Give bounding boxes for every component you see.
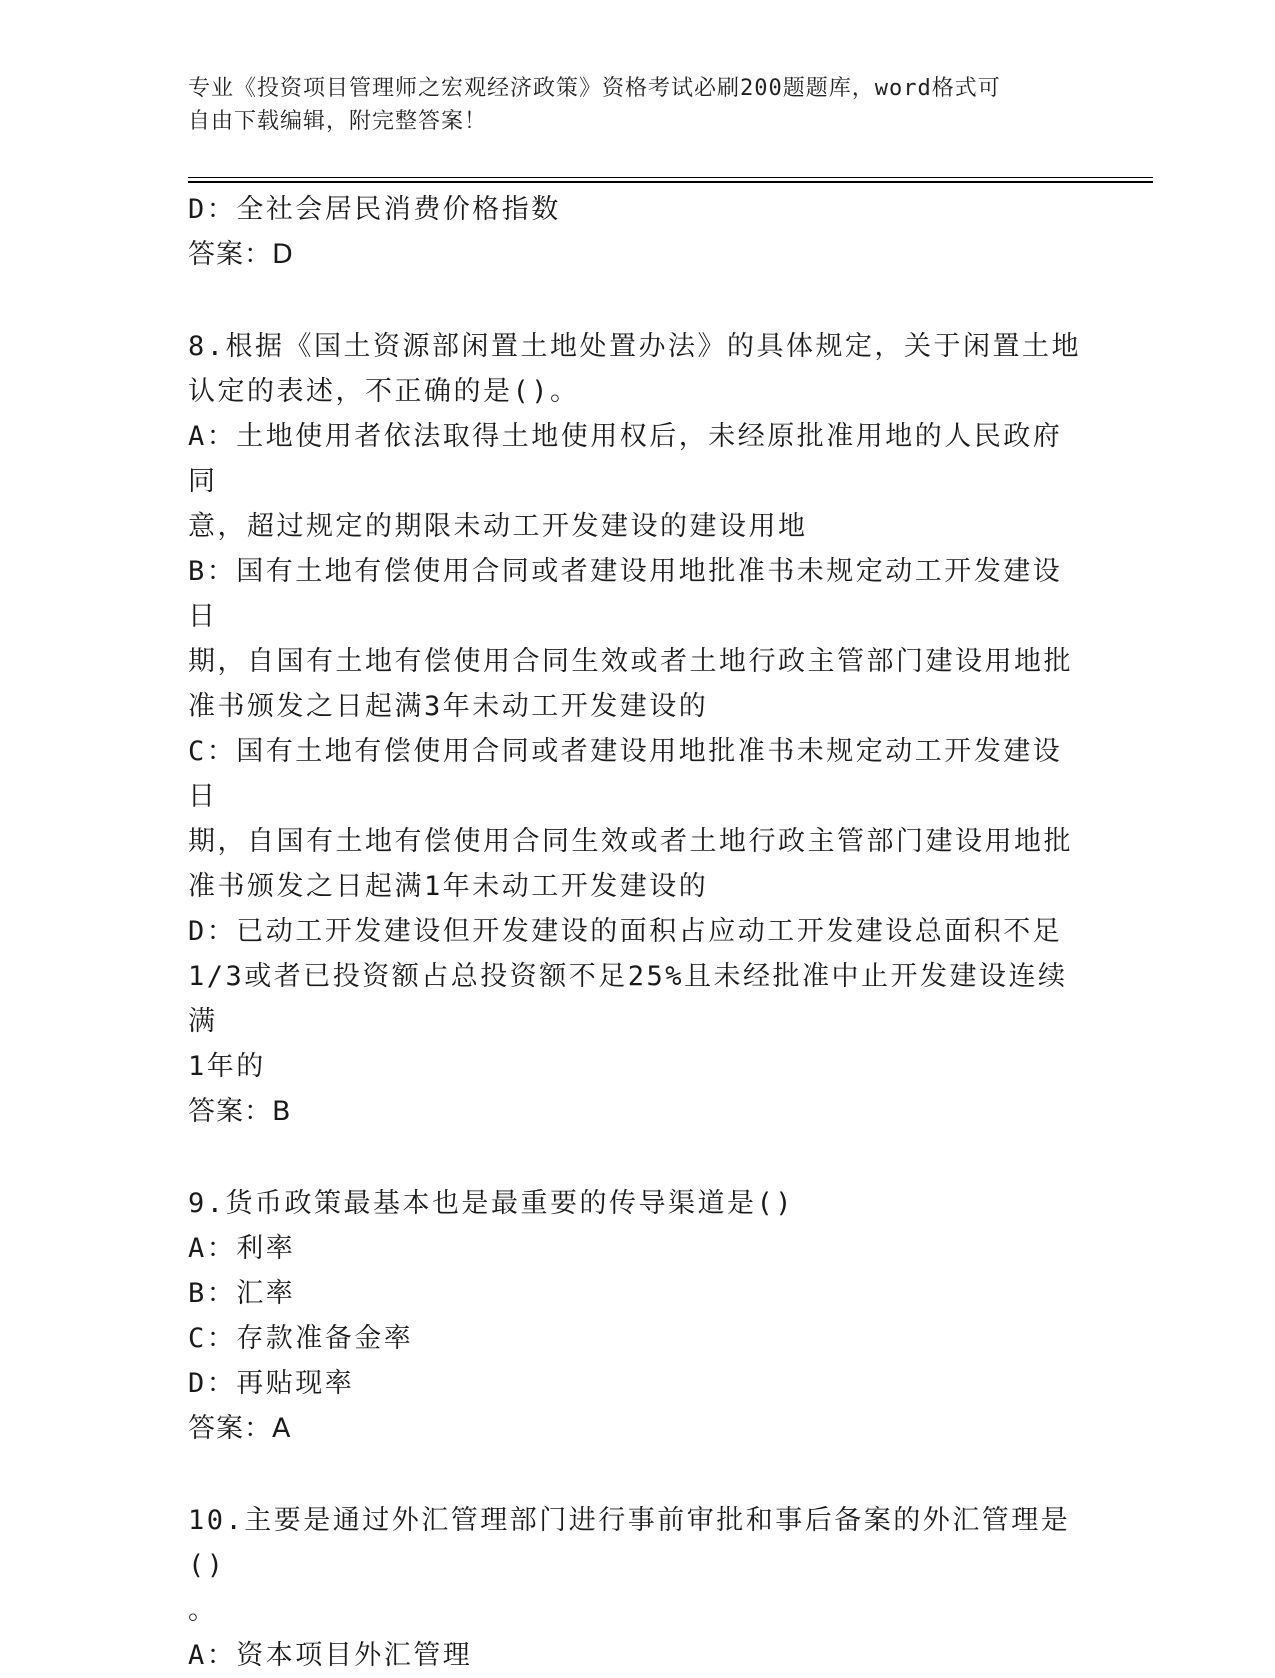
header-rule-thick xyxy=(188,181,1153,183)
question-block xyxy=(188,1181,1088,1451)
block-spacer xyxy=(188,1451,1088,1498)
question-stem-line: 9.货币政策最基本也是最重要的传导渠道是() xyxy=(188,1188,795,1219)
block-spacer xyxy=(188,1134,1088,1181)
option-line: B：国有土地有偿使用合同或者建设用地批准书未规定动工开发建设日 xyxy=(188,556,1063,632)
header-line: 自由下载编辑，附完整答案！ xyxy=(188,109,488,134)
option-line: D：全社会居民消费价格指数 xyxy=(188,194,561,225)
header-rule-thin xyxy=(188,177,1153,178)
header-line: 专业《投资项目管理师之宏观经济政策》资格考试必刷200题题库，word格式可 xyxy=(188,76,1001,101)
question-block xyxy=(188,187,1088,277)
page-header xyxy=(188,72,1068,138)
option-line: 期，自国有土地有偿使用合同生效或者土地行政主管部门建设用地批 xyxy=(188,646,1073,677)
answer-line: 答案：B xyxy=(188,1096,292,1127)
question-block xyxy=(188,1498,1088,1678)
question-block xyxy=(188,324,1088,1134)
option-line: 期，自国有土地有偿使用合同生效或者土地行政主管部门建设用地批 xyxy=(188,826,1073,857)
answer-line: 答案：A xyxy=(188,1413,292,1444)
option-line: 意，超过规定的期限未动工开发建设的建设用地 xyxy=(188,511,808,542)
option-line: D：已动工开发建设但开发建设的面积占应动工开发建设总面积不足 xyxy=(188,916,1063,947)
option-line: A：利率 xyxy=(188,1233,296,1264)
option-line: C：存款准备金率 xyxy=(188,1323,414,1354)
question-stem-line: 认定的表述，不正确的是()。 xyxy=(188,376,580,407)
option-line: A：土地使用者依法取得土地使用权后，未经原批准用地的人民政府同 xyxy=(188,421,1063,497)
option-line: 1年的 xyxy=(188,1051,266,1082)
question-content xyxy=(188,187,1088,1678)
question-stem-line: 8.根据《国土资源部闲置土地处置办法》的具体规定，关于闲置土地 xyxy=(188,331,1082,362)
option-line: 1/3或者已投资额占总投资额不足25%且未经批准中止开发建设连续满 xyxy=(188,961,1068,1037)
block-spacer xyxy=(188,277,1088,324)
option-line: D：再贴现率 xyxy=(188,1368,355,1399)
option-line: 准书颁发之日起满3年未动工开发建设的 xyxy=(188,691,709,722)
question-stem-line: 10.主要是通过外汇管理部门进行事前审批和事后备案的外汇管理是() xyxy=(188,1505,1071,1581)
option-line: B：汇率 xyxy=(188,1278,296,1309)
option-line: 准书颁发之日起满1年未动工开发建设的 xyxy=(188,871,709,902)
answer-line: 答案：D xyxy=(188,239,294,270)
option-line: C：国有土地有偿使用合同或者建设用地批准书未规定动工开发建设日 xyxy=(188,736,1063,812)
option-line: A：资本项目外汇管理 xyxy=(188,1640,473,1671)
question-stem-line: 。 xyxy=(188,1595,218,1626)
